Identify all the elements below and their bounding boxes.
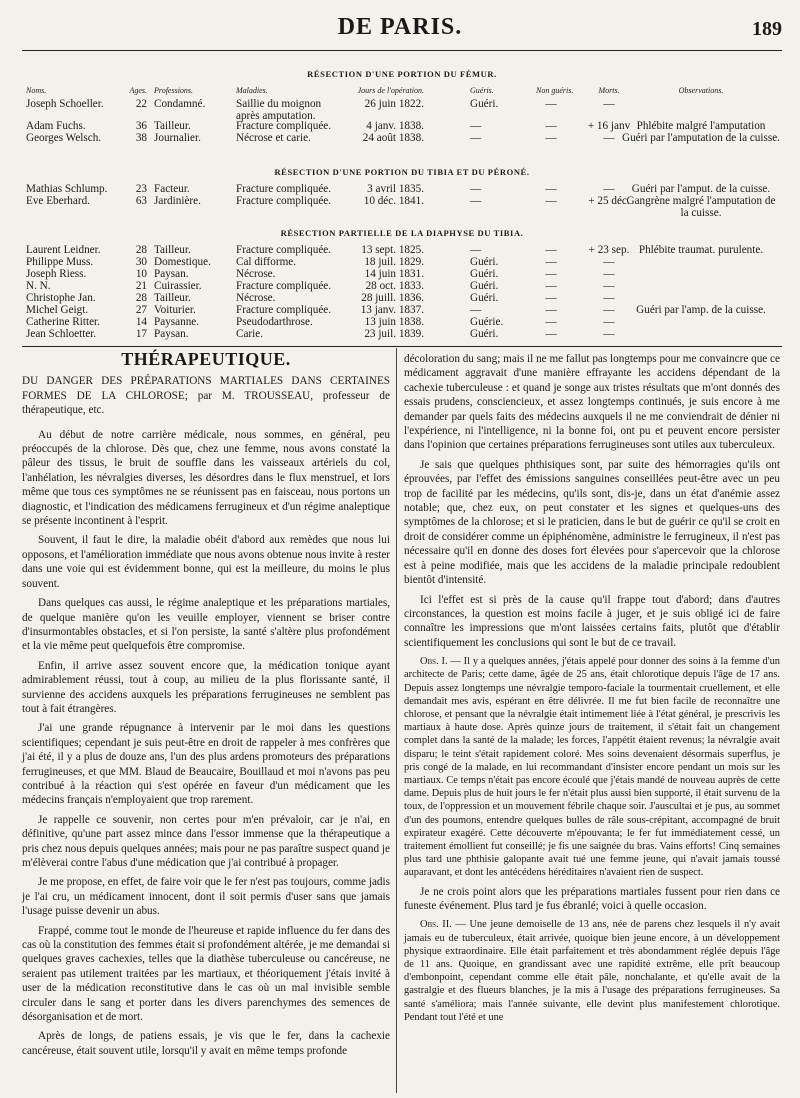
cell-name: Mathias Schlump. [26, 183, 108, 195]
cell-not-cured: — [545, 183, 557, 195]
paragraph: Après de longs, de patiens essais, je vis que le fer, dans la cachexie cancéreuse, était souvent utile, lorsqu'il y avait en même temps profonde [22, 1030, 390, 1057]
table-row [22, 256, 782, 268]
observation-label: Obs. I. [420, 656, 448, 668]
cell-dead: — [603, 183, 615, 195]
cell-name: Jean Schloetter. [26, 328, 97, 340]
section-heading: THÉRAPEUTIQUE. [121, 349, 291, 369]
observation-text: — Il y a quelques années, j'étais appelé pour donner des soins à la femme d'un architecte de Paris; cette dame, âgée de 25 ans, était chlorotique depuis l'âge de 17 ans. Depuis assez longtemps une névralgie temporo-faciale la tourmentait cruellement, et elle demandait mes avis, espérant en être délivrée. Il me fut bien facile de reconnaître une chlorose, et pensant que la névralgie était intimement liée à l'état général, je prescrivis les martiaux à haute dose. Après quinze jours de traitement, il s'était fait un changement complet dans la santé de la malade; les forces, l'appétit étaient revenus; la névralgie avait disparu; le teint s'était rapidement coloré. Mes soins devenaient désormais superflus, je pris congé de la malade, en lui recommandant d'insister encore pendant un mois sur les martiaux. Ce temps n'était pas encore écoulé que j'étais mandé de nouveau auprès de cette dame. Depuis plus de huit jours le fer n'était plus aussi bien supporté, il était survenu de la toux, de l'oppression et un mouvement fébrile chaque soir. J'auscultai et je pus, au sommet d'un des poumons, entendre quelques bulles de râle sous-crépitant, accompagné de bruit expirateur exagéré. Cette découverte m'épouvanta; le fer fut immédiatement cessé, un traitement émollient fut conseillé; je fis une saignée du bras. Vains efforts! Cinq semaines plus tard une phthisie galopante avait tué une femme jeune, qui n'avait jamais toussé auparavant, et dont les antécédens héréditaires n'avaient rien de suspect. [404, 656, 780, 879]
cell-name: Joseph Schoeller. [26, 98, 104, 110]
cell-dead: + 23 sep. [588, 244, 630, 256]
cell-name: Adam Fuchs. [26, 120, 86, 132]
table-row [22, 98, 782, 120]
paragraph: Je sais que quelques phthisiques sont, par suite des hémorragies qu'ils ont éprouvées, par l'effet des émissions sanguines conseillées peut-être avec un peu trop de facilité par les médecins, qu'ils sont, dis-je, dans un état d'anémie assez notable; que, chez eux, on peut constater et les signes et quelques-uns des symptômes de la chlorose; et si le praticien, dans le but de guérir ce qu'il se croit en droit de considérer comme un épiphénomène, administre le ferrugineux, il n'est pas nécessaire qu'il en donne des doses fort élevées pour s'apercevoir que la chlorose est à peine modifiée, mais que les accidens de la maladie principale redoublent bientôt d'intensité. [404, 458, 780, 587]
cell-profession: Domestique. [154, 256, 211, 268]
section-title: RÉSECTION D'UNE PORTION DU TIBIA ET DU PÉRONÉ. [274, 167, 530, 177]
cell-dead: — [603, 268, 615, 280]
table-row [22, 316, 782, 328]
cell-date: 26 juin 1822. [364, 98, 424, 110]
cell-dead: — [603, 280, 615, 292]
cell-not-cured: — [545, 328, 557, 340]
cell-age: 21 [135, 280, 147, 292]
cell-name: Eve Eberhard. [26, 195, 90, 207]
cell-not-cured: — [545, 120, 557, 132]
resection-table [22, 62, 782, 340]
cell-cured: Guéri. [470, 256, 499, 268]
cell-disease: Fracture compliquée. [236, 244, 332, 256]
table-row [22, 244, 782, 256]
cell-profession: Tailleur. [154, 244, 191, 256]
table-row [22, 292, 782, 304]
cell-age: 28 [135, 292, 147, 304]
cell-disease: Cal difforme. [236, 256, 297, 268]
cell-not-cured: — [545, 98, 557, 110]
right-column [404, 352, 780, 1029]
cell-observation: Phlébite traumat. purulente. [638, 244, 764, 256]
cell-dead: — [603, 132, 615, 144]
col-header-cured: Guéris. [470, 86, 494, 95]
cell-name: Catherine Ritter. [26, 316, 100, 328]
cell-disease: Saillie du moignon après amputation. [236, 98, 322, 122]
cell-age: 63 [135, 195, 147, 207]
table-row [22, 132, 782, 160]
paragraph: Au début de notre carrière médicale, nous sommes, en général, peu préoccupés de la chlorose. Dès que, chez une femme, nous avons constaté la pâleur des tissus, le bruit de souffle dans les vaisseaux artériels du col, l'anhélation, les névralgies diverses, les désordres dans le flux menstruel, et lors même que tous ces symptômes ne se réunissent pas en faisceau, nous portons un diagnostic, et l'indication des médicamens ferrugineux et d'un régime analeptique se présente incontinent à l'esprit. [22, 428, 390, 528]
cell-cured: Guéri. [470, 280, 499, 292]
col-header-name: Noms. [26, 86, 47, 95]
col-header-dead: Morts. [598, 86, 620, 95]
cell-dead: — [603, 256, 615, 268]
observation-label: Obs. II. [420, 919, 452, 931]
page-number: 189 [752, 18, 782, 40]
cell-dead: — [603, 292, 615, 304]
section-title: RÉSECTION PARTIELLE DE LA DIAPHYSE DU TIBIA. [280, 228, 524, 238]
cell-date: 13 juin 1838. [364, 316, 424, 328]
header-rule [22, 50, 782, 51]
cell-age: 17 [135, 328, 147, 340]
cell-cured: — [470, 183, 482, 195]
table-row [22, 195, 782, 221]
cell-date: 10 déc. 1841. [363, 195, 424, 207]
cell-cured: Guéri. [470, 292, 499, 304]
table-row [22, 120, 782, 132]
cell-observation: Guéri par l'amp. de la cuisse. [636, 304, 766, 316]
cell-not-cured: — [545, 195, 557, 207]
col-header-disease: Maladies. [236, 86, 268, 95]
cell-disease: Fracture compliquée. [236, 304, 332, 316]
cell-name: Joseph Riess. [26, 268, 87, 280]
cell-disease: Fracture compliquée. [236, 120, 332, 132]
cell-dead: — [603, 98, 615, 110]
running-header [0, 14, 800, 48]
cell-profession: Jardinière. [154, 195, 201, 207]
table-bottom-rule [22, 346, 782, 347]
cell-disease: Pseudodarthrose. [236, 316, 313, 328]
observation-text: — Une jeune demoiselle de 13 ans, née de parens chez lesquels il n'y avait jamais eu de tuberculeux, était arrivée, quoique bien jeune encore, à un développement physique extraordinaire. Elle était parfaitement et très abondamment réglée depuis l'âge de 11 ans. Quoique, en grandissant avec une rapidité extrême, elle prît beaucoup d'embonpoint, cependant comme elle était pâle, nonchalante, et qu'elle avait de la gastralgie et des flueurs blanches, je la mis à l'usage des préparations ferrugineuses. Sa santé s'améliora; mais l'année suivante, elle devint plus manifestement chlorotique. Pendant tout l'été et une [404, 919, 781, 1023]
cell-profession: Paysanne. [154, 316, 200, 328]
cell-age: 10 [135, 268, 147, 280]
col-header-not-cured: Non guéris. [536, 86, 574, 95]
cell-date: 24 août 1838. [362, 132, 424, 144]
cell-cured: Guéri. [470, 98, 499, 110]
cell-date: 28 juill. 1836. [361, 292, 424, 304]
cell-disease: Fracture compliquée. [236, 183, 332, 195]
cell-cured: — [470, 244, 482, 256]
cell-profession: Facteur. [154, 183, 190, 195]
cell-date: 28 oct. 1833. [365, 280, 424, 292]
cell-cured: Guéri. [470, 328, 499, 340]
cell-dead: + 25 déc. [588, 195, 630, 207]
cell-dead: — [603, 316, 615, 328]
cell-not-cured: — [545, 316, 557, 328]
cell-observation: Guéri par l'amput. de la cuisse. [631, 183, 771, 195]
paragraph: Je me propose, en effet, de faire voir que le fer n'est pas toujours, comme jadis je l'ai cru, un médicament innocent, dont il soit permis d'user sans que jamais l'usage puisse devenir un abus. [22, 876, 390, 918]
cell-dead: — [603, 304, 615, 316]
paragraph: J'ai une grande répugnance à intervenir par le moi dans les questions scientifiques; cependant je suis peut-être en droit de rappeler à mes confrères que j'ai été, il y a plus de douze ans, l'un des plus ardens promoteurs des préparations ferrugineuses, et que MM. Blaud de Beaucaire, Bouillaud et moi n'avons pas peu contribué à la réaction qui s'est opérée en faveur d'un médicament que les médecins français n'employaient que trop rarement. [22, 722, 390, 807]
cell-not-cured: — [545, 132, 557, 144]
cell-not-cured: — [545, 292, 557, 304]
cell-disease: Fracture compliquée. [236, 195, 332, 207]
paragraph: Dans quelques cas aussi, le régime analeptique et les préparations martiales, de quelque manière qu'on les veuille employer, viennent se briser contre d'insurmontables obstacles, et si l'on persiste, la santé s'altère plus profondément et la vie même peut quelquefois être compromise. [22, 597, 390, 653]
cell-profession: Tailleur. [154, 292, 191, 304]
cell-age: 28 [135, 244, 147, 256]
table-header-row [22, 85, 782, 98]
col-header-profession: Professions. [154, 86, 194, 95]
cell-cured: Guérie. [470, 316, 504, 328]
paragraph: Frappé, comme tout le monde de l'heureuse et rapide influence du fer dans des cas où la constitution des femmes était si profondément altérée, je me demandai si quelques graves cachexies, telles que la diathèse tuberculeuse ou cancéreuse, ne seraient pas utilement traitées par les martiaux, et théoriquement j'étais invité à user de la médication reconstitutive dans le cas où un mal invisible semble circuler dans le sang et porter dans les divers parenchymes des semences de désorganisation et de mort. [22, 924, 390, 1024]
cell-disease: Carie. [236, 328, 264, 340]
cell-disease: Nécrose. [236, 292, 276, 304]
cell-name: Georges Welsch. [26, 132, 102, 144]
cell-not-cured: — [545, 304, 557, 316]
paragraph: Enfin, il arrive assez souvent encore que, la médication tonique ayant admirablement réussi, tout à coup, au milieu de la plus florissante santé, il survienne des accidens auxquels les préparations ferrugineuses ne semblent pas tout à fait étrangères. [22, 659, 390, 715]
cell-age: 14 [135, 316, 147, 328]
table-row [22, 183, 782, 195]
cell-date: 3 avril 1835. [367, 183, 424, 195]
col-header-observations: Observations. [678, 86, 724, 95]
paragraph: Ici l'effet est si près de la cause qu'il frappe tout d'abord; dans d'autres circonstances, la question est moins facile à juger, et je suis obligé ici de faire connaître les impressions que m'ont laissées certains faits, plutôt que d'établir scientifiquement les conclusions qui sont le but de ce travail. [404, 593, 780, 649]
cell-name: Laurent Leidner. [26, 244, 101, 256]
table-row [22, 304, 782, 316]
cell-profession: Tailleur. [154, 120, 191, 132]
cell-age: 22 [135, 98, 147, 110]
col-header-age: Ages. [129, 86, 147, 95]
paragraph: Souvent, il faut le dire, la maladie obéit d'abord aux remèdes que nous lui opposons, et l'amélioration immédiate que nous avons obtenue nous invite à rester dans une voie qui est évidemment bonne, qui est la meilleure, du moins le plus souvent. [22, 534, 391, 590]
cell-disease: Nécrose. [236, 268, 276, 280]
cell-cured: — [470, 120, 482, 132]
cell-dead: — [603, 328, 615, 340]
cell-age: 36 [135, 120, 147, 132]
cell-observation: Phlébite malgré l'amputation [636, 120, 766, 132]
cell-date: 23 juil. 1839. [364, 328, 424, 340]
table-row [22, 280, 782, 292]
cell-cured: — [470, 132, 482, 144]
section-title: RÉSECTION D'UNE PORTION DU FÉMUR. [307, 69, 497, 79]
cell-cured: Guéri. [470, 268, 499, 280]
cell-date: 13 janv. 1837. [360, 304, 424, 316]
paragraph: décoloration du sang; mais il ne me fallut pas longtemps pour me convaincre que ce médicament aggravait d'une manière effrayante les accidens dépendant de la cachexie tuberculeuse : et quand je songe aux tristes résultats que m'ont donnés des essais prudens, consciencieux, et assez longtemps continués, je suis encore à me demander par quels faits des médecins auxquels il ne me conviendrait de dénier ni l'expérience, ni l'intelligence, ni la bonne foi, ont pu et peuvent encore persister dans l'opinion que certaines préparations ferrugineuses sont utiles aux tuberculeux. [404, 353, 780, 452]
table-row [22, 268, 782, 280]
cell-name: Philippe Muss. [26, 256, 94, 268]
cell-disease: Nécrose et carie. [236, 132, 311, 144]
cell-name: N. N. [26, 280, 51, 292]
cell-date: 14 juin 1831. [364, 268, 424, 280]
cell-age: 30 [135, 256, 147, 268]
cell-age: 38 [135, 132, 147, 144]
col-header-date: Jours de l'opération. [357, 86, 424, 95]
cell-not-cured: — [545, 280, 557, 292]
cell-profession: Cuirassier. [154, 280, 202, 292]
cell-observation: Gangrène malgré l'amputation de la cuisse. [626, 195, 776, 219]
left-column [22, 349, 391, 1063]
running-title: DE PARIS. [337, 14, 463, 40]
cell-date: 13 sept. 1825. [361, 244, 424, 256]
cell-not-cured: — [545, 244, 557, 256]
table-row [22, 328, 782, 340]
observation-2 [404, 918, 780, 1024]
article-subtitle: DU DANGER DES PRÉPARATIONS MARTIALES DANS CERTAINES FORMES DE LA CHLOROSE; par M. TROUSSEAU, professeur de thérapeutique, etc. [22, 375, 390, 417]
cell-not-cured: — [545, 268, 557, 280]
observation-1 [404, 655, 780, 879]
cell-profession: Journalier. [154, 132, 201, 144]
cell-age: 27 [135, 304, 147, 316]
cell-age: 23 [135, 183, 147, 195]
cell-profession: Condamné. [154, 98, 206, 110]
cell-name: Christophe Jan. [26, 292, 96, 304]
cell-profession: Paysan. [154, 268, 189, 280]
cell-profession: Voiturier. [154, 304, 196, 316]
column-divider [396, 348, 397, 1093]
cell-disease: Fracture compliquée. [236, 280, 332, 292]
cell-cured: — [470, 304, 482, 316]
cell-not-cured: — [545, 256, 557, 268]
cell-cured: — [470, 195, 482, 207]
cell-observation: Guéri par l'amputation de la cuisse. [622, 132, 780, 144]
cell-date: 4 janv. 1838. [366, 120, 424, 132]
paragraph: Je rappelle ce souvenir, non certes pour m'en prévaloir, car je n'ai, en définitive, qu'une part assez mince dans l'essor immense que la thérapeutique a pris chez nous depuis quelques années; mais pour ne pas paraître suspect quand je m'élèverai contre l'abus d'une médication que j'ai contribué à propager. [22, 813, 390, 869]
cell-profession: Paysan. [154, 328, 189, 340]
paragraph: Je ne crois point alors que les préparations martiales fussent pour rien dans ce funeste événement. Plus tard je fus ébranlé; voici à quelle occasion. [404, 885, 780, 912]
cell-date: 18 juil. 1829. [364, 256, 424, 268]
cell-name: Michel Geigt. [26, 304, 89, 316]
cell-dead: + 16 janv [587, 120, 631, 132]
